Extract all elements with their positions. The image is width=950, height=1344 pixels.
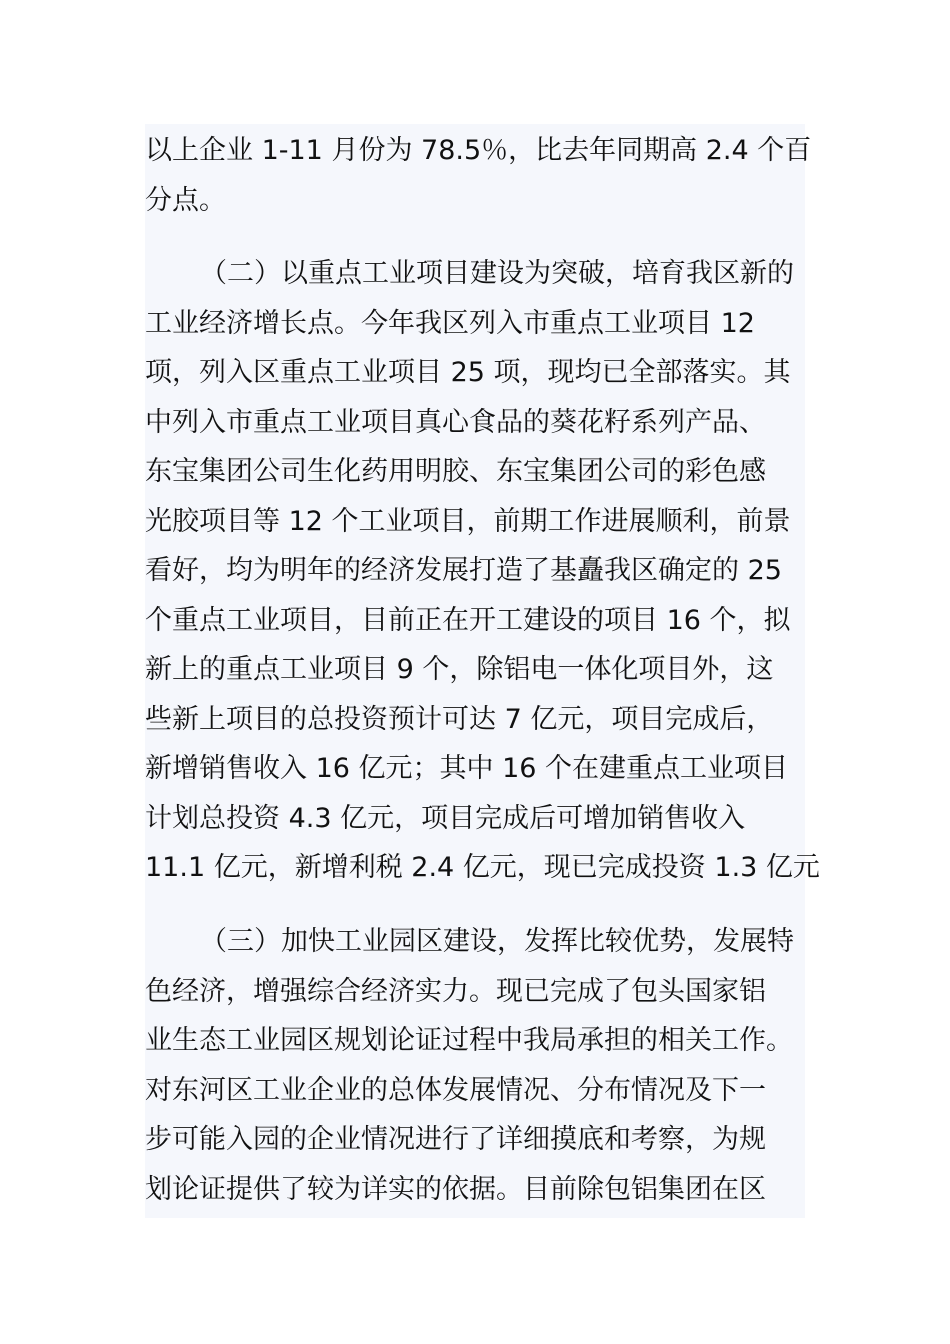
text-line: （三）加快工业园区建设，发挥比较优势，发展特 xyxy=(200,926,794,957)
text-line: （二）以重点工业项目建设为突破，培育我区新的 xyxy=(200,258,794,289)
text-line: 项，列入区重点工业项目 25 项，现均已全部落实。其 xyxy=(145,357,791,388)
text-line: 个重点工业项目，目前正在开工建设的项目 16 个，拟 xyxy=(145,604,791,636)
text-line: 东宝集团公司生化药用明胶、东宝集团公司的彩色感 xyxy=(145,456,766,487)
text-line: 对东河区工业企业的总体发展情况、分布情况及下一 xyxy=(145,1074,766,1106)
text-line: 新上的重点工业项目 9 个，除铝电一体化项目外，这 xyxy=(145,654,774,685)
text-line: 步可能入园的企业情况进行了详细摸底和考察，为规 xyxy=(145,1124,766,1155)
text-line: 工业经济增长点。今年我区列入市重点工业项目 12 xyxy=(145,307,755,339)
paragraph-1 xyxy=(145,126,825,225)
text-line: 看好，均为明年的经济发展打造了基矗我区确定的 25 xyxy=(145,555,782,586)
text-line: 划论证提供了较为详实的依据。目前除包铝集团在区 xyxy=(145,1173,766,1205)
text-line: 以上企业 1-11 月份为 78.5％，比去年同期高 2.4 个百 xyxy=(145,135,812,166)
text-line: 分点。 xyxy=(145,184,226,216)
text-line: 计划总投资 4.3 亿元，项目完成后可增加销售收入 xyxy=(145,802,746,834)
document-text-area xyxy=(145,124,820,1218)
text-line: 新增销售收入 16 亿元；其中 16 个在建重点工业项目 xyxy=(145,753,789,784)
text-line: 光胶项目等 12 个工业项目，前期工作进展顺利，前景 xyxy=(145,505,791,537)
text-line: 色经济，增强综合经济实力。现已完成了包头国家铝 xyxy=(145,975,766,1007)
text-line: 业生态工业园区规划论证过程中我局承担的相关工作。 xyxy=(145,1025,793,1056)
paragraph-2 xyxy=(145,249,825,893)
text-line: 中列入市重点工业项目真心食品的葵花籽系列产品、 xyxy=(145,406,766,438)
text-line: 11.1 亿元，新增利税 2.4 亿元，现已完成投资 1.3 亿元 xyxy=(145,852,820,883)
text-line: 些新上项目的总投资预计可达 7 亿元，项目完成后， xyxy=(145,703,774,735)
paragraph-3 xyxy=(145,917,825,1214)
